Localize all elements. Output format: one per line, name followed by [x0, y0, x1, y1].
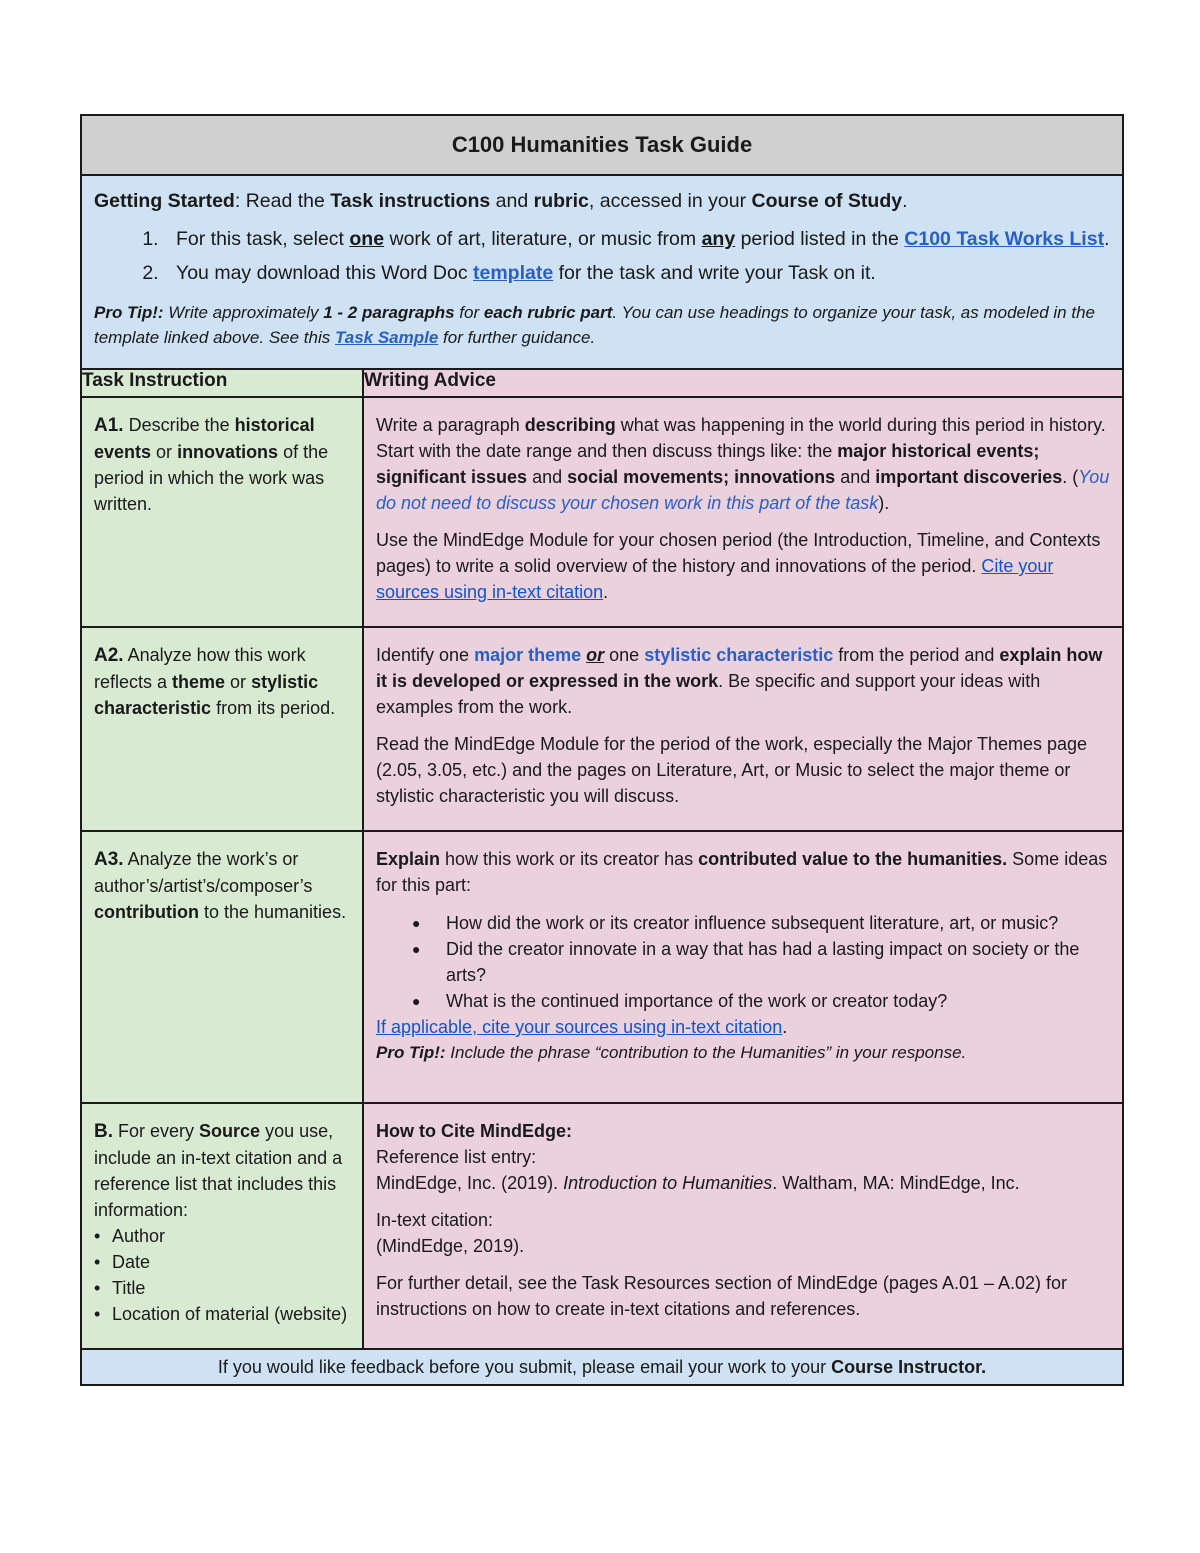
a1-code: A1. [94, 415, 124, 436]
b-advice [363, 1103, 1123, 1349]
getting-started-section [81, 175, 1123, 369]
step-item: 1. For this task, select one work of art, literature, or music from any period listed in the C100 Task Works List. [164, 224, 1110, 254]
list-item: • Title [112, 1275, 350, 1301]
a3-code: A3. [94, 849, 124, 870]
pro-tip: Pro Tip!: Write approximately 1 - 2 paragraphs for each rubric part. You can use headings to organize your task, as modeled in the template linked above. See this Task Sample for further guidance. [94, 303, 1095, 347]
a1-instruction: A1. Describe the historical events or innovations of the period in which the work was written. [81, 397, 363, 627]
list-item: • Date [112, 1249, 350, 1275]
a3-idea-list [376, 910, 1110, 1014]
a3-pro-tip: Pro Tip!: Include the phrase “contribution to the Humanities” in your response. [376, 1043, 967, 1062]
a1-paragraph-1: Write a paragraph describing what was happening in the world during this period in history. Start with the date range and then discuss things like: the major historical events; significant issues and social movements; innovations and important discoveries. (You do not need to discuss your chosen work in this part of the task). [376, 415, 1110, 513]
task-guide-table [80, 114, 1124, 1386]
cite-mindedge: How to Cite MindEdge: Reference list entry: MindEdge, Inc. (2019). Introduction to Humanities. Waltham, MA: MindEdge, Inc. [376, 1121, 1020, 1193]
getting-started-label: Getting Started [94, 190, 235, 212]
title-text: C100 Humanities Task Guide [451, 132, 753, 157]
list-item: ● How did the work or its creator influence subsequent literature, art, or music? [446, 910, 1110, 936]
works-list-link[interactable]: C100 Task Works List [904, 228, 1105, 250]
reference-info-list [94, 1223, 350, 1327]
list-item: • Author [112, 1223, 350, 1249]
a1-advice [363, 397, 1123, 627]
a2-code: A2. [94, 645, 124, 666]
list-item: ● Did the creator innovate in a way that has had a lasting impact on society or the arts? [446, 936, 1110, 988]
template-link[interactable]: template [473, 262, 554, 284]
getting-started-steps [94, 224, 1110, 288]
a2-paragraph-2: Read the MindEdge Module for the period of the work, especially the Major Themes page (2.05, 3.05, etc.) and the pages on Literature, Art, or Music to select the major theme or stylistic characteristic you will discuss. [376, 734, 1088, 806]
cite-sources-link[interactable]: If applicable, cite your sources using in-text citation [376, 1017, 783, 1037]
step-item: 2. You may download this Word Doc template for the task and write your Task on it. [164, 258, 1110, 288]
getting-started-intro: Getting Started: Read the Task instructions and rubric, accessed in your Course of Study. [94, 190, 908, 212]
list-item: • Location of material (website) [112, 1301, 350, 1327]
list-item: ● What is the continued importance of the work or creator today? [446, 988, 1110, 1014]
a3-advice: Explain how this work or its creator has contributed value to the humanities. Some ideas for this part: ● How did the work or its creator influence subsequent literature, art, or music? ● Did the creator innovate in a way that has had a lasting impact on society or the arts? ● What is the continued importance of the work or creator today? If applicable, cite your sources using in-text citation. Pro Tip!: Include the phrase “contribution to the Humanities” in your response. [363, 831, 1123, 1103]
task-sample-link[interactable]: Task Sample [334, 328, 439, 347]
footer-note: If you would like feedback before you submit, please email your work to your Course Instructor. [81, 1349, 1123, 1385]
a3-paragraph-1: Explain how this work or its creator has contributed value to the humanities. Some ideas for this part: [376, 849, 1108, 895]
a3-instruction: A3. Analyze the work’s or author’s/artist’s/composer’s contribution to the humanities. [81, 831, 363, 1103]
b-instruction: B. For every Source you use, include an in-text citation and a reference list that includes this information: • Author • Date • Title • Location of material (website) [81, 1103, 363, 1349]
further-detail: For further detail, see the Task Resources section of MindEdge (pages A.01 – A.02) for instructions on how to create in-text citations and references. [376, 1273, 1068, 1319]
intext-citation: In-text citation: (MindEdge, 2019). [376, 1210, 525, 1256]
b-code: B. [94, 1121, 113, 1142]
header-writing-advice: Writing Advice [363, 369, 1123, 397]
a1-paragraph-2: Use the MindEdge Module for your chosen period (the Introduction, Timeline, and Contexts pages) to write a solid overview of the history and innovations of the period. Cite your sources using in-text citation. [376, 530, 1101, 602]
a2-paragraph-1: Identify one major theme or one stylistic characteristic from the period and explain how it is developed or expressed in the work. Be specific and support your ideas with examples from the work. [376, 645, 1103, 717]
a2-advice [363, 627, 1123, 831]
page-title [81, 115, 1123, 175]
a2-instruction: A2. Analyze how this work reflects a theme or stylistic characteristic from its period. [81, 627, 363, 831]
cite-sources-link[interactable]: Cite your sources using in-text citation [376, 556, 1054, 602]
header-task-instruction: Task Instruction [81, 369, 363, 397]
